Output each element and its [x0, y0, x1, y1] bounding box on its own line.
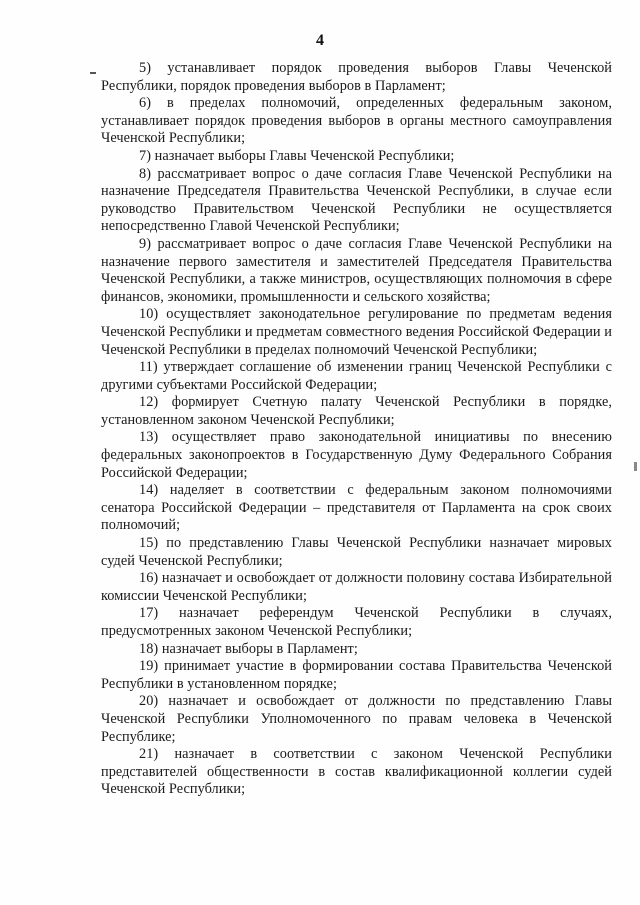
list-item: 10) осуществляет законодательное регулирование по предметам ведения Чеченской Республики и предметам совместного ведения Российской Федерации и Чеченской Республики в пределах полномочий Чеченской Республики;: [101, 306, 612, 358]
list-item: 15) по представлению Главы Чеченской Республики назначает мировых судей Чеченской Республики;: [101, 535, 612, 569]
list-item: 6) в пределах полномочий, определенных федеральным законом, устанавливает порядок проведения выборов в органы местного самоуправления Чеченской Республики;: [101, 95, 612, 147]
list-item: 14) наделяет в соответствии с федеральным законом полномочиями сенатора Российской Федерации – представителя от Парламента на срок своих полномочий;: [101, 482, 612, 534]
list-item: 18) назначает выборы в Парламент;: [139, 640, 358, 657]
list-item: 8) рассматривает вопрос о даче согласия Главе Чеченской Республики на назначение Председателя Правительства Чеченской Республики, в случае если руководство Правительством Чеченской Республики не осуществляется непосредственно Главой Чеченской Республики;: [101, 165, 612, 235]
list-item: 9) рассматривает вопрос о даче согласия Главе Чеченской Республики на назначение первого заместителя и заместителей Председателя Правительства Чеченской Республики, а также министров, осуществляющих полномочия в сфере финансов, экономики, промышленности и сельского хозяйства;: [101, 235, 612, 305]
list-item: 11) утверждает соглашение об изменении границ Чеченской Республики с другими субъектами Российской Федерации;: [101, 359, 612, 393]
list-item: 19) принимает участие в формировании состава Правительства Чеченской Республики в установленном порядке;: [101, 658, 612, 692]
margin-mark: [90, 72, 96, 74]
list-item: 12) формирует Счетную палату Чеченской Республики в порядке, установленном законом Чеченской Республики;: [101, 394, 612, 428]
list-item: 17) назначает референдум Чеченской Республики в случаях, предусмотренных законом Чеченской Республики;: [101, 605, 612, 639]
margin-mark: [634, 462, 637, 471]
document-body: [101, 60, 612, 799]
list-item: 7) назначает выборы Главы Чеченской Республики;: [139, 147, 455, 164]
page-number: 4: [316, 32, 324, 49]
list-item: 20) назначает и освобождает от должности по представлению Главы Чеченской Республики Уполномоченного по правам человека в Чеченской Республике;: [101, 693, 612, 745]
list-item: 21) назначает в соответствии с законом Чеченской Республики представителей общественности в состав квалификационной коллегии судей Чеченской Республики;: [101, 746, 612, 798]
list-item: 13) осуществляет право законодательной инициативы по внесению федеральных законопроектов в Государственную Думу Федерального Собрания Российской Федерации;: [101, 429, 612, 481]
list-item: 5) устанавливает порядок проведения выборов Главы Чеченской Республики, порядок проведения выборов в Парламент;: [101, 60, 612, 94]
list-item: 16) назначает и освобождает от должности половину состава Избирательной комиссии Чеченской Республики;: [101, 570, 612, 604]
